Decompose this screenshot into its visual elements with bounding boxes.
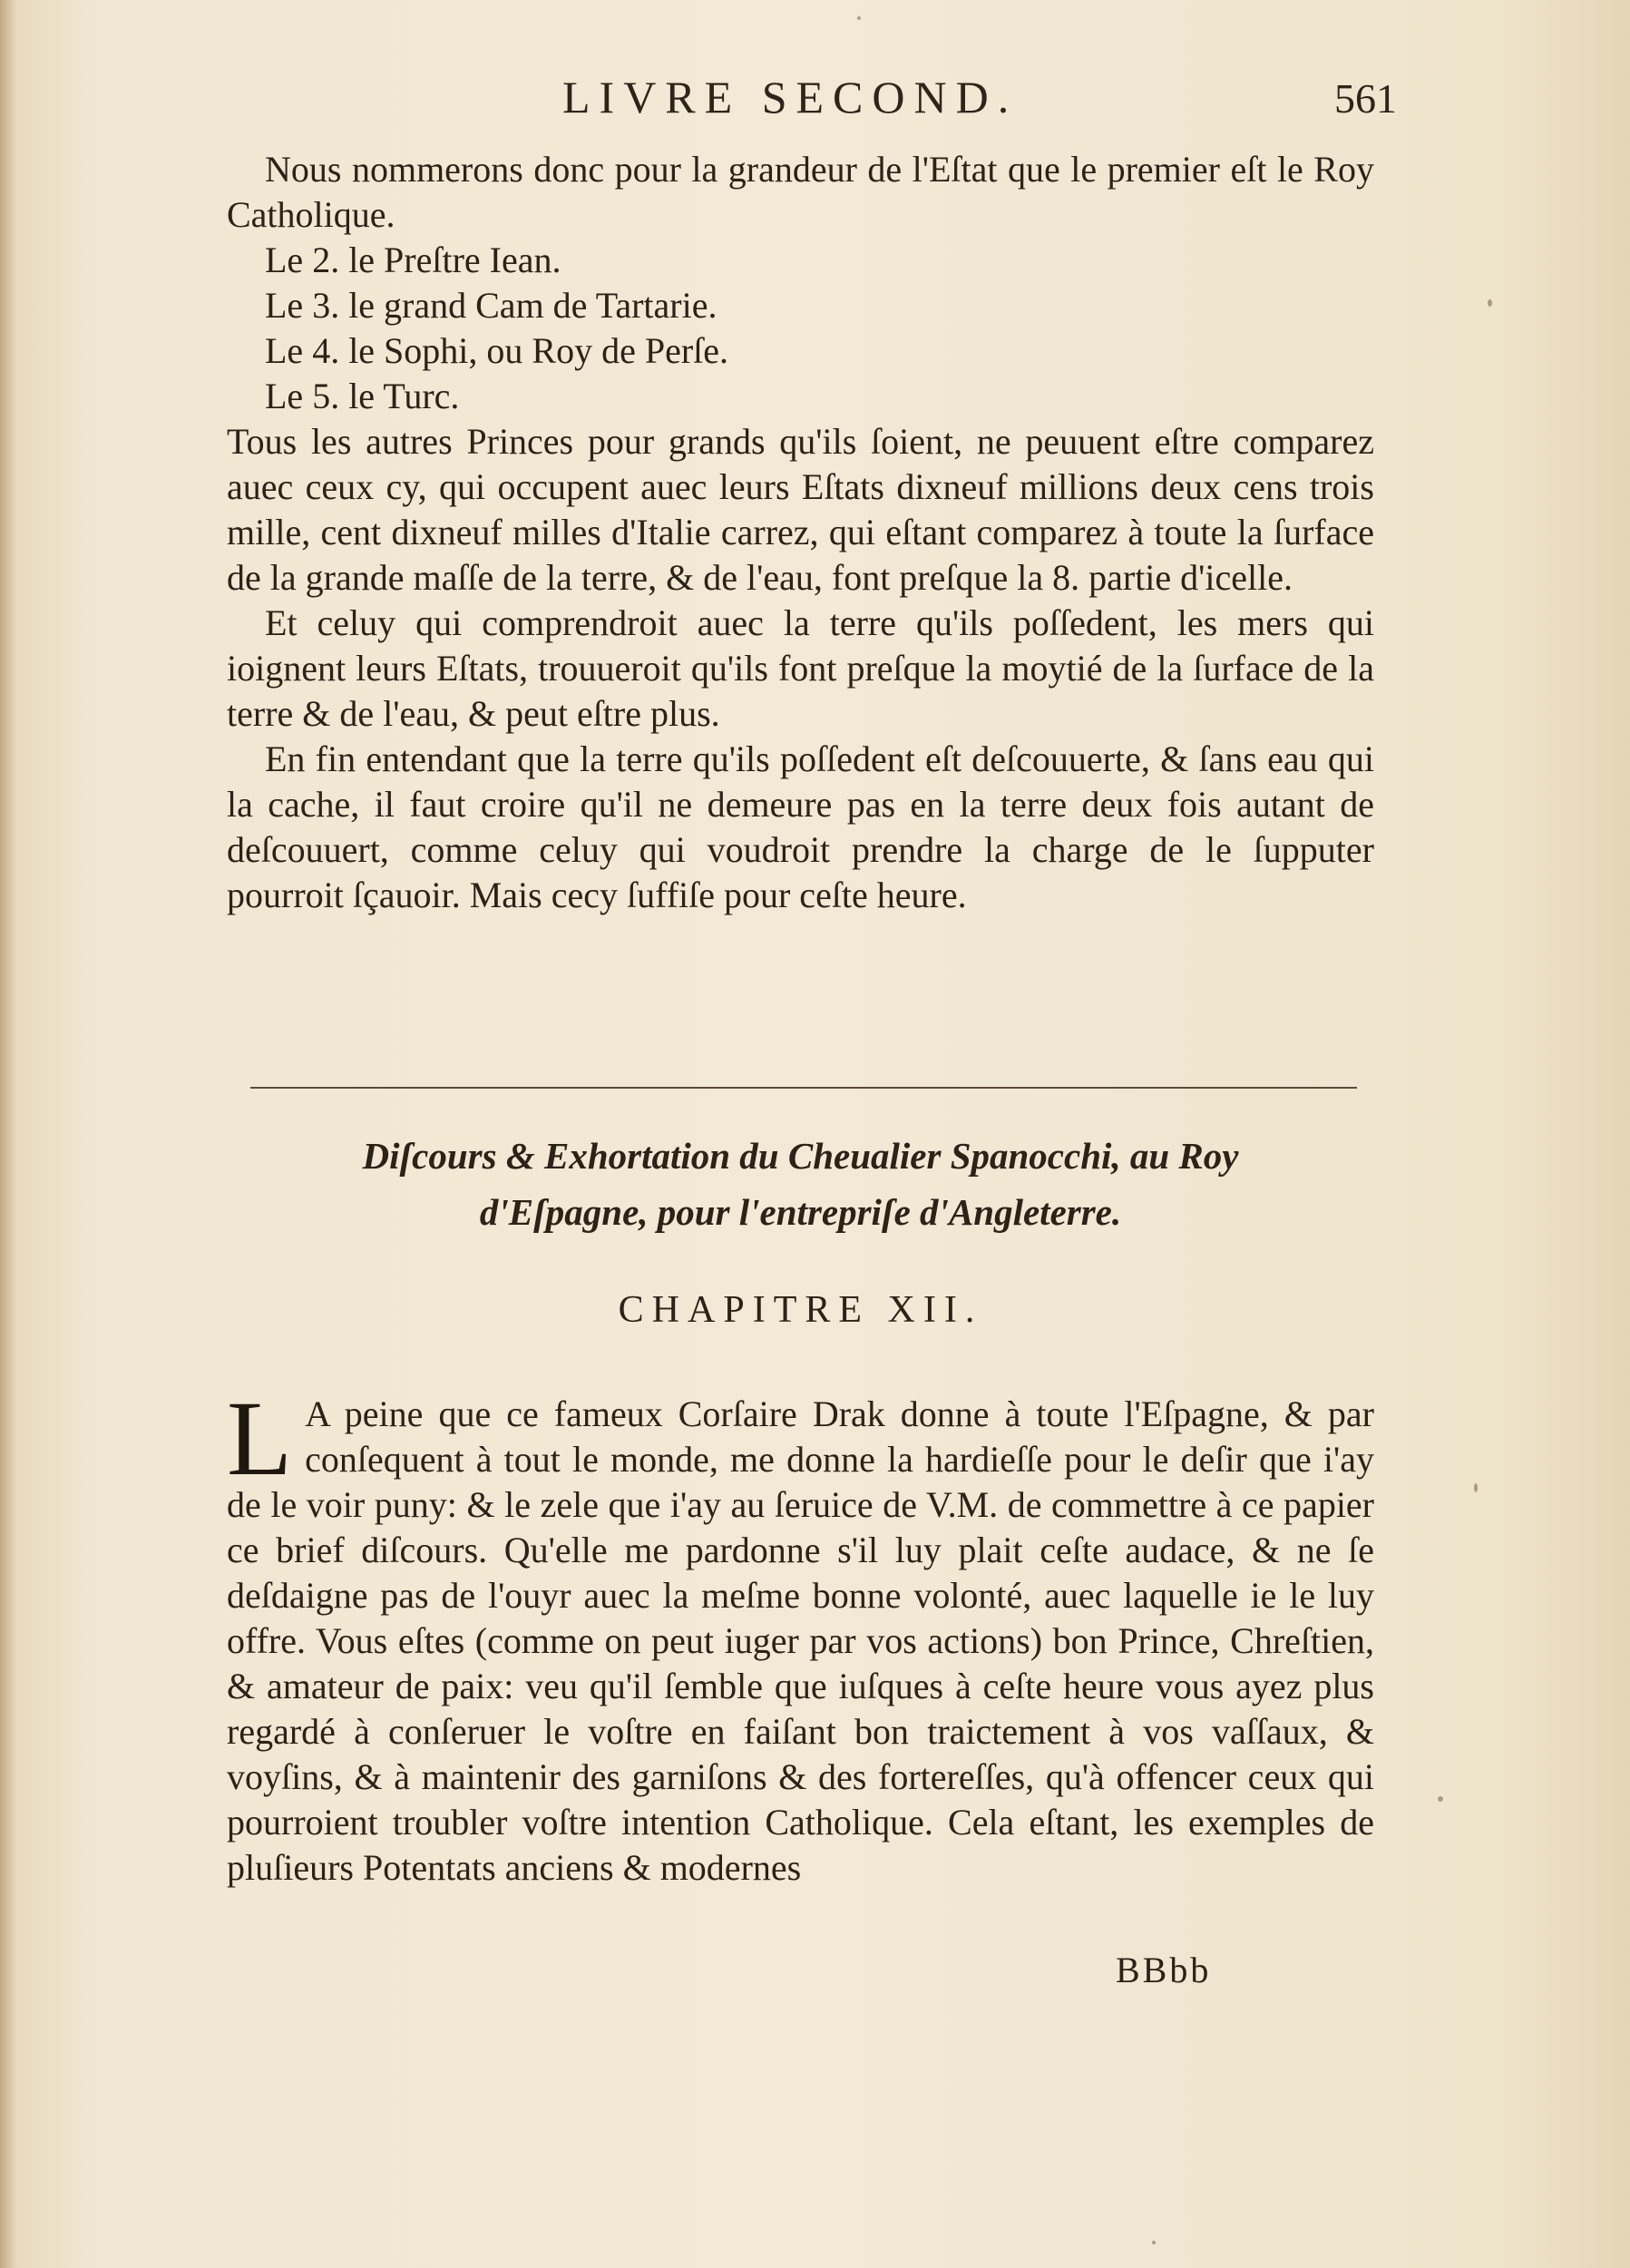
ranking-item-3: Le 3. le grand Cam de Tartarie. [265,285,717,326]
ranking-item-4: Le 4. le Sophi, ou Roy de Perſe. [265,330,729,371]
top-section [227,147,1374,918]
page-edge-shadow [0,0,16,2268]
signature-mark: BBbb [1116,1950,1212,1990]
drop-cap: L [227,1379,293,1498]
paper-speck [1152,2241,1156,2244]
chapter-paragraph [227,1379,1374,1891]
paper-speck [1488,299,1492,307]
paragraph-uncovered-land: En fin entendant que la terre qu'ils poſſedent eſt deſcouuerte, & ſans eau qui la cache, il faut croire qu'il ne demeure pas en la terre deux fois autant de deſcouuert, comme celuy qui voudroit prendre la charge de le ſupputer pourroit ſçauoir. Mais cecy ſuffiſe pour ceſte heure. [227,738,1374,915]
chapter-body [227,1379,1374,1891]
ranking-item-5: Le 5. le Turc. [265,376,460,416]
paper-speck [857,16,861,20]
discourse-title [227,1128,1374,1240]
page-header [218,71,1397,134]
paper-speck [1438,1796,1443,1802]
discourse-title-line-1: Diſcours & Exhortation du Cheualier Spanocchi, au Roy [362,1135,1239,1177]
running-head: LIVRE SECOND. [562,72,1019,122]
opening-paragraph: Nous nommerons donc pour la grandeur de l'Eſtat que le premier eſt le Roy Catholique. [227,149,1374,235]
paper-speck [1474,1483,1478,1492]
section-divider [250,1087,1357,1089]
paragraph-seas: Et celuy qui comprendroit auec la terre qu'ils poſſedent, les mers qui ioignent leurs Eſtats, trouueroit qu'ils font preſque la moytié de la ſurface de la terre & de l'eau, & peut eſtre plus. [227,602,1374,734]
page-number: 561 [1334,75,1397,122]
chapter-text: A peine que ce fameux Corſaire Drak donne à toute l'Eſpagne, & par conſequent à tout le monde, me donne la hardieſſe pour le deſir que i'ay de le voir puny: & le zele que i'ay au ſeruice de V.M. de commettre à ce papier ce brief diſcours. Qu'elle me pardonne s'il luy plait ceſte audace, & ne ſe deſdaigne pas de l'ouyr auec la meſme bonne volonté, auec laquelle ie le luy offre. Vous eſtes (comme on peut iuger par vos actions) bon Prince, Chreſtien, & amateur de paix: veu qu'il ſemble que iuſques à ceſte heure vous ayez plus regardé à conſeruer le voſtre en faiſant bon traictement à vos vaſſaux, & voyſins, & à maintenir des garniſons & des fortereſſes, qu'à offencer ceux qui pourroient troubler voſtre intention Catholique. Cela eſtant, les exemples de pluſieurs Potentats anciens & modernes [227,1393,1374,1888]
chapter-heading: CHAPITRE XII. [618,1289,983,1331]
paragraph-other-princes: Tous les autres Princes pour grands qu'ils ſoient, ne peuuent eſtre comparez auec ceux cy, qui occupent auec leurs Eſtats dixneuf millions deux cens trois mille, cent dixneuf milles d'Italie carrez, qui eſtant comparez à toute la ſurface de la grande maſſe de la terre, & de l'eau, font preſque la 8. partie d'icelle. [227,421,1374,598]
ranking-item-2: Le 2. le Preſtre Iean. [265,240,561,280]
discourse-title-line-2: d'Eſpagne, pour l'entrepriſe d'Angleterre. [479,1191,1122,1233]
